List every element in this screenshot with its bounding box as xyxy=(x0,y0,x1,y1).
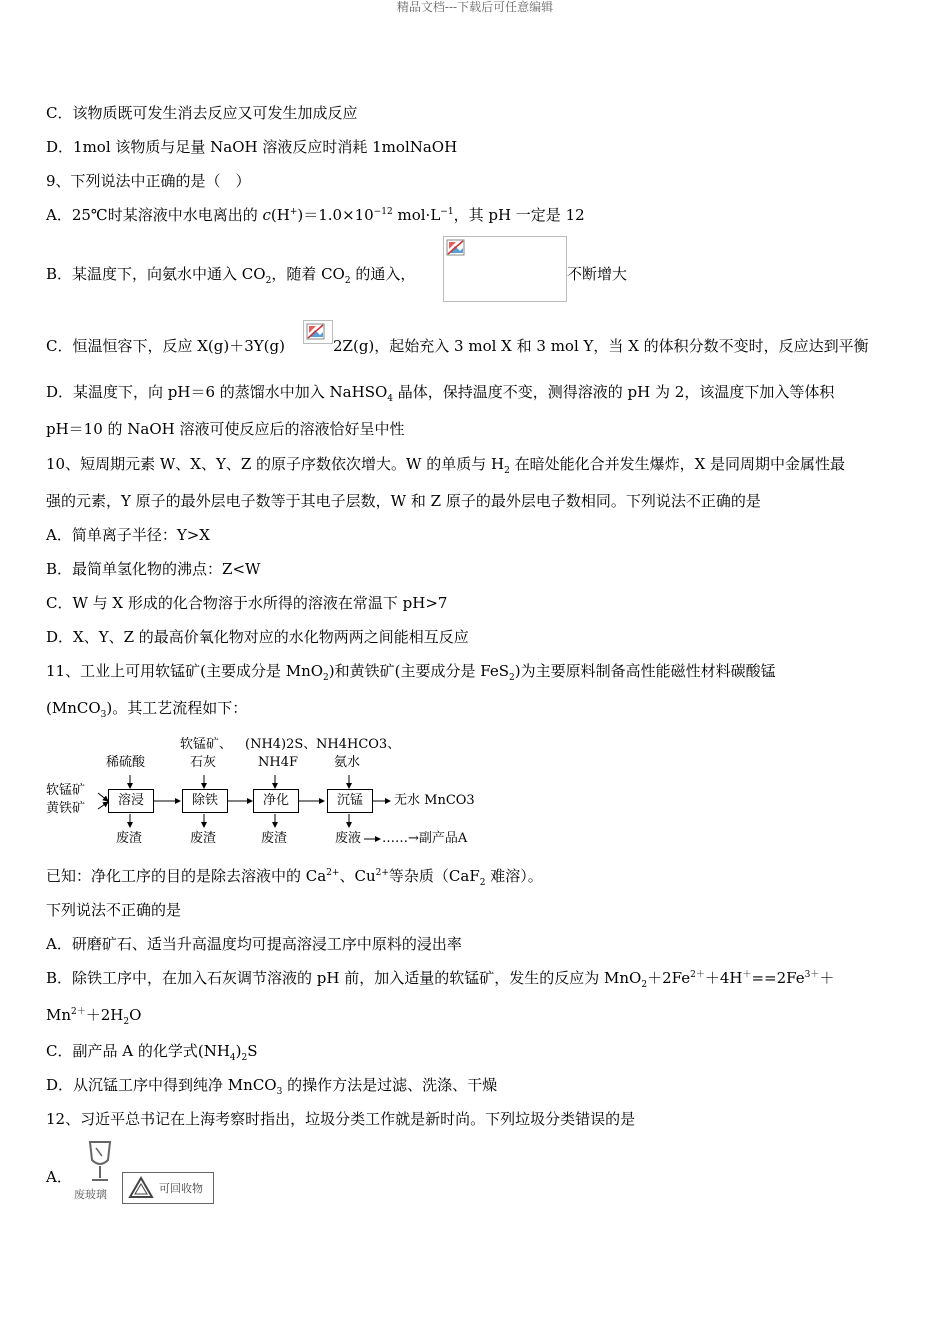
reagent-nh4-2s: (NH4)2S、 xyxy=(245,737,317,752)
option-9a: A．25℃时某溶液中水电离出的 $c(H^+)=1.0\times 10^{-12}$ $mol\cdot L^{-1}$，其 pH 一定是 12 xyxy=(46,206,585,224)
option-8d: D．1mol 该物质与足量 NaOH 溶液反应时消耗 1molNaOH xyxy=(46,138,458,156)
known-info: 已知：净化工序的目的是除去溶液中的 $Ca^{2+}$、$Cu^{2+}$等杂质（CaF$_2$ 难溶）。 xyxy=(46,867,543,888)
option-10c: C．W 与 X 形成的化合物溶于水所得的溶液在常温下 pH>7 xyxy=(46,594,448,612)
step-leaching: 溶浸 xyxy=(108,789,154,813)
question-10-line1: 10、短周期元素 W、X、Y、Z 的原子序数依次增大。W 的单质与 $H_2$ 在暗处能化合并发生爆炸，X 是同周期中金属性最 xyxy=(46,455,846,476)
option-9c: C．恒温恒容下，反应 X(g)＋3Y(g) xyxy=(46,337,285,355)
process-flow-diagram xyxy=(46,735,516,855)
wine-glass-icon xyxy=(80,1140,120,1184)
question-11-ask: 下列说法不正确的是 xyxy=(46,901,182,919)
option-9b-tail: 不断增大 xyxy=(567,265,628,283)
broken-image-formula xyxy=(443,236,567,302)
waste-residue-2: 废渣 xyxy=(190,831,217,846)
option-9c-tail: 2Z(g)，起始充入 3 mol X 和 3 mol Y，当 X 的体积分数不变时，反应达到平衡 xyxy=(333,337,869,355)
option-10a: A．简单离子半径：Y>X xyxy=(46,526,210,544)
option-11d: D．从沉锰工序中得到纯净 MnCO$_3$ 的操作方法是过滤、洗涤、干燥 xyxy=(46,1076,498,1097)
step-iron-removal: 除铁 xyxy=(182,789,228,813)
recycle-icon xyxy=(127,1175,155,1201)
question-12: 12、习近平总书记在上海考察时指出，垃圾分类工作就是新时尚。下列垃圾分类错误的是 xyxy=(46,1110,636,1128)
question-10-line2: 强的元素，Y 原子的最外层电子数等于其电子层数，W 和 Z 原子的最外层电子数相同。下列说法不正确的是 xyxy=(46,492,761,510)
option-11c: C．副产品 A 的化学式$(NH_4)_2S$ xyxy=(46,1042,258,1063)
broken-image-icon xyxy=(306,323,326,341)
step-purification: 净化 xyxy=(253,789,299,813)
broken-image-icon xyxy=(446,239,466,257)
input-pyrite: 黄铁矿 xyxy=(46,801,86,816)
option-10b: B．最简单氢化物的沸点：Z<W xyxy=(46,560,261,578)
question-11-line2: (MnCO$_3$)。其工艺流程如下： xyxy=(46,699,248,720)
page-header: 精品文档---下载后可任意编辑 xyxy=(396,0,554,14)
waste-glass-recyclable-figure xyxy=(72,1140,217,1210)
question-9: 9、下列说法中正确的是（ ） xyxy=(46,172,251,190)
reagent-ammonia: 氨水 xyxy=(334,755,361,770)
recyclable-bin-sign xyxy=(122,1172,214,1204)
input-pyrolusite: 软锰矿 xyxy=(46,783,86,798)
reagent-nh4f: NH4F xyxy=(258,755,299,770)
reagent-lime: 石灰 xyxy=(190,755,217,770)
step-mn-precipitation: 沉锰 xyxy=(327,789,373,813)
byproduct-a: ……→副产品A xyxy=(382,831,468,846)
reagent-dilute-h2so4: 稀硫酸 xyxy=(106,755,146,770)
option-11b-line1: B．除铁工序中，在加入石灰调节溶液的 pH 前，加入适量的软锰矿，发生的反应为 $MnO_2+2Fe^{2+}+4H^+==2Fe^{3+}+$ xyxy=(46,969,835,990)
option-9d-line2: pH＝10 的 NaOH 溶液可使反应后的溶液恰好呈中性 xyxy=(46,420,405,438)
glass-label: 废玻璃 xyxy=(74,1188,107,1201)
option-11a: A．研磨矿石、适当升高温度均可提高溶浸工序中原料的浸出率 xyxy=(46,935,462,953)
recyclable-label: 可回收物 xyxy=(159,1182,203,1195)
product-mnco3: 无水 MnCO3 xyxy=(394,793,475,808)
broken-image-arrow xyxy=(303,320,333,344)
waste-liquid: 废液 xyxy=(335,831,362,846)
option-11b-line2: $Mn^{2+}+2H_2O$ xyxy=(46,1006,142,1027)
reagent-nh4hco3: NH4HCO3、 xyxy=(316,737,401,752)
option-9b: B．某温度下，向氨水中通入 $CO_2$，随着 $CO_2$ 的通入， xyxy=(46,265,416,286)
option-10d: D．X、Y、Z 的最高价氧化物对应的水化物两两之间能相互反应 xyxy=(46,628,469,646)
reagent-pyrolusite: 软锰矿、 xyxy=(180,737,233,752)
waste-residue-1: 废渣 xyxy=(116,831,143,846)
option-9d-line1: D．某温度下，向 pH＝6 的蒸馏水中加入 NaHSO$_4$ 晶体，保持温度不变，测得溶液的 pH 为 2，该温度下加入等体积 xyxy=(46,383,835,404)
option-12a-label: A． xyxy=(46,1168,72,1186)
option-8c: C．该物质既可发生消去反应又可发生加成反应 xyxy=(46,104,358,122)
question-11-line1: 11、工业上可用软锰矿(主要成分是 MnO$_2$)和黄铁矿(主要成分是 FeS$_2$)为主要原料制备高性能磁性材料碳酸锰 xyxy=(46,662,776,683)
waste-residue-3: 废渣 xyxy=(261,831,288,846)
